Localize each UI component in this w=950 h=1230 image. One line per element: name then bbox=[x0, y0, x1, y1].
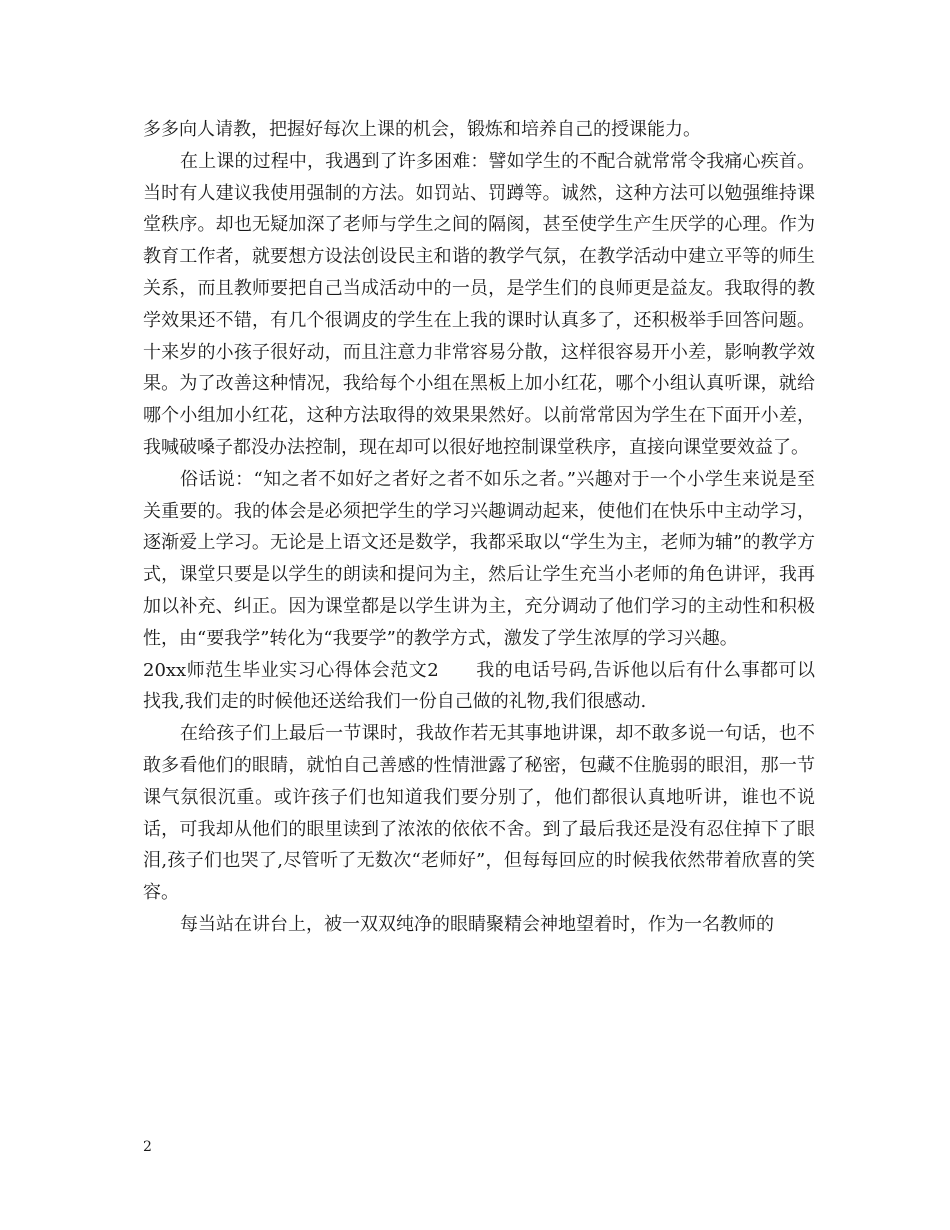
paragraph-classroom-difficulties: 在上课的过程中，我遇到了许多困难：譬如学生的不配合就常常令我痛心疾首。当时有人建议我使用强制的方法。如罚站、罚蹲等。诚然，这种方法可以勉强维持课堂秩序。却也无疑加深了老师与学生之间的隔阂，甚至使学生产生厌学的心理。作为教育工作者，就要想方设法创设民主和谐的教学气氛，在教学活动中建立平等的师生关系，而且教师要把自己当成活动中的一员，是学生们的良师更是益友。我取得的教学效果还不错，有几个很调皮的学生在上我的课时认真多了，还积极举手回答问题。十来岁的小孩子很好动，而且注意力非常容易分散，这样很容易开小差，影响教学效果。为了改善这种情况，我给每个小组在黑板上加小红花，哪个小组认真听课，就给哪个小组加小红花，这种方法取得的效果果然好。以前常常因为学生在下面开小差，我喊破嗓子都没办法控制，现在却可以很好地控制课堂秩序，直接向课堂要效益了。 bbox=[143, 150, 815, 458]
page-number: 2 bbox=[143, 1139, 152, 1155]
document-body bbox=[143, 114, 815, 941]
paragraph-last-lesson: 在给孩子们上最后一节课时，我故作若无其事地讲课，却不敢多说一句话，也不敢多看他们的眼睛，就怕自己善感的性情泄露了秘密，包藏不住脆弱的眼泪，那一节课气氛很沉重。或许孩子们也知道我们要分别了，他们都很认真地听讲，谁也不说话，可我却从他们的眼里读到了浓浓的依依不舍。到了最后我还是没有忍住掉下了眼泪,孩子们也哭了,尽管听了无数次“老师好”，但每每回应的时候我依然带着欣喜的笑容。 bbox=[143, 723, 815, 904]
paragraph-sample-essay-2: 20xx师范生毕业实习心得体会范文2 我的电话号码,告诉他以后有什么事都可以找我,我们走的时候他还送给我们一份自己做的礼物,我们很感动. bbox=[143, 659, 815, 713]
paragraph-podium: 每当站在讲台上，被一双双纯净的眼睛聚精会神地望着时，作为一名教师的 bbox=[180, 913, 774, 935]
paragraph-learning-interest: 俗话说：“知之者不如好之者好之者不如乐之者。”兴趣对于一个小学生来说是至关重要的。我的体会是必须把学生的学习兴趣调动起来，使他们在快乐中主动学习，逐渐爱上学习。无论是上语文还是数学，我都采取以“学生为主，老师为辅”的教学方式，课堂只要是以学生的朗读和提问为主，然后让学生充当小老师的角色讲评，我再加以补充、纠正。因为课堂都是以学生讲为主，充分调动了他们学习的主动性和积极性，由“要我学”转化为“我要学”的教学方式，激发了学生浓厚的学习兴趣。 bbox=[143, 468, 815, 649]
paragraph-continuation: 多多向人请教，把握好每次上课的机会，锻炼和培养自己的授课能力。 bbox=[143, 119, 701, 140]
